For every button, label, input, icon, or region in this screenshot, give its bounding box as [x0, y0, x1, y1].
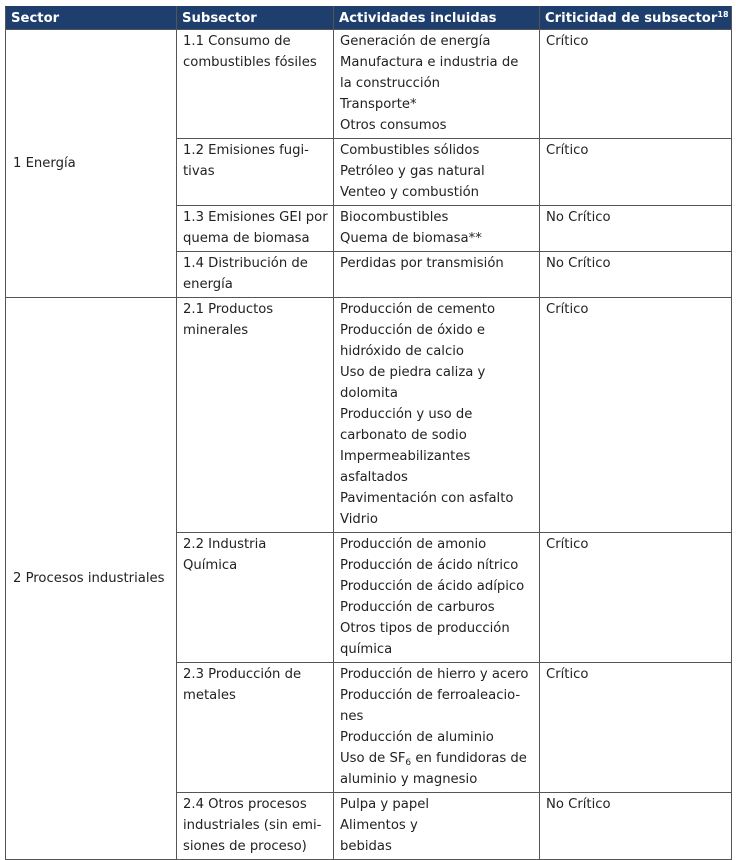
activities-cell: [334, 30, 540, 139]
activity-line: Quema de biomasa**: [340, 231, 482, 246]
subsector-line: 2.2 Industria: [183, 537, 267, 552]
criticality-cell: Crítico: [540, 298, 732, 533]
subsector-line: quema de biomasa: [183, 231, 310, 246]
activities-cell: [334, 533, 540, 663]
activities-cell: [334, 298, 540, 533]
activity-line: Pulpa y papel: [340, 797, 429, 812]
activity-line-sf6: [340, 748, 534, 769]
subsector-cell: [177, 252, 334, 298]
sector-cell: 1 Energía: [6, 30, 177, 298]
activity-line: Generación de energía: [340, 34, 491, 49]
subsector-line: 2.3 Producción de: [183, 667, 302, 682]
criticality-cell: No Crítico: [540, 252, 732, 298]
activity-line: Producción de aluminio: [340, 730, 494, 745]
activity-line: Biocombustibles: [340, 210, 449, 225]
subsector-cell: [177, 663, 334, 793]
activity-line: Uso de piedra caliza y: [340, 365, 486, 380]
activity-line: Producción de hierro y acero: [340, 667, 529, 682]
subsector-line: siones de proceso): [183, 839, 307, 854]
activity-line: Otros consumos: [340, 118, 447, 133]
criticality-cell: Crítico: [540, 139, 732, 206]
activity-line: carbonato de sodio: [340, 428, 467, 443]
activity-line: Producción y uso de: [340, 407, 473, 422]
header-actividades: Actividades incluidas: [334, 7, 540, 30]
activity-line: Producción de óxido e: [340, 323, 485, 338]
table-row: [6, 30, 732, 139]
activity-line: Petróleo y gas natural: [340, 164, 485, 179]
activity-line: hidróxido de calcio: [340, 344, 464, 359]
subsector-line: energía: [183, 277, 233, 292]
activity-line: Producción de amonio: [340, 537, 487, 552]
subsector-cell: [177, 298, 334, 533]
activity-line: asfaltados: [340, 470, 408, 485]
subsector-line: tivas: [183, 164, 215, 179]
activity-line: Producción de cemento: [340, 302, 496, 317]
activity-line: Perdidas por transmisión: [340, 256, 504, 271]
subsector-line: 2.1 Productos: [183, 302, 274, 317]
criticality-cell: Crítico: [540, 663, 732, 793]
activity-line: Combustibles sólidos: [340, 143, 480, 158]
activity-line: química: [340, 642, 393, 657]
subsector-line: Química: [183, 558, 238, 573]
activity-line: Producción de ácido adípico: [340, 579, 525, 594]
activity-line: aluminio y magnesio: [340, 772, 478, 787]
activities-cell: [334, 206, 540, 252]
activity-line: Manufactura e industria de: [340, 55, 519, 70]
sector-cell: 2 Procesos industriales: [6, 298, 177, 860]
criticality-cell: No Crítico: [540, 206, 732, 252]
subsector-cell: [177, 30, 334, 139]
activity-line: Producción de ferroaleacio-: [340, 688, 521, 703]
activity-line: Venteo y combustión: [340, 185, 480, 200]
subsector-line: minerales: [183, 323, 249, 338]
activities-cell: [334, 793, 540, 860]
header-subsector: Subsector: [177, 7, 334, 30]
subsector-line: 1.4 Distribución de: [183, 256, 308, 271]
header-row: [6, 7, 732, 30]
subsector-cell: [177, 139, 334, 206]
activities-cell: [334, 252, 540, 298]
subsector-line: 1.1 Consumo de: [183, 34, 291, 49]
activity-line: la construcción: [340, 76, 441, 91]
subsector-line: 1.2 Emisiones fugi-: [183, 143, 309, 158]
activities-cell: [334, 663, 540, 793]
subsector-cell: [177, 533, 334, 663]
sf6-prefix: Uso de SF: [340, 751, 406, 766]
activity-line: Transporte*: [340, 97, 417, 112]
subsector-line: 1.3 Emisiones GEI por: [183, 210, 328, 225]
header-sector: Sector: [6, 7, 177, 30]
activity-line: Producción de carburos: [340, 600, 495, 615]
activity-line: dolomita: [340, 386, 398, 401]
subsector-line: combustibles fósiles: [183, 55, 317, 70]
sf6-suffix: en fundidoras de: [411, 751, 527, 766]
header-criticidad-label: Criticidad de subsector: [545, 10, 718, 26]
activity-line: Producción de ácido nítrico: [340, 558, 519, 573]
criticality-cell: Crítico: [540, 533, 732, 663]
header-criticidad: [540, 7, 732, 30]
criticality-cell: Crítico: [540, 30, 732, 139]
subsector-line: industriales (sin emi-: [183, 818, 322, 833]
table-row: [6, 298, 732, 533]
sf6-subscript: 6: [405, 758, 412, 768]
criticality-cell: No Crítico: [540, 793, 732, 860]
sector-table: [5, 6, 732, 860]
activities-cell: [334, 139, 540, 206]
activity-line: Impermeabilizantes: [340, 449, 471, 464]
footnote-ref: 18: [717, 9, 729, 19]
activity-line: bebidas: [340, 839, 392, 854]
activity-line: Alimentos y: [340, 818, 418, 833]
activity-line: nes: [340, 709, 364, 724]
activity-line: Otros tipos de producción: [340, 621, 510, 636]
activity-line: Vidrio: [340, 512, 378, 527]
subsector-cell: [177, 206, 334, 252]
activity-line: Pavimentación con asfalto: [340, 491, 514, 506]
subsector-line: metales: [183, 688, 236, 703]
subsector-cell: [177, 793, 334, 860]
subsector-line: 2.4 Otros procesos: [183, 797, 307, 812]
